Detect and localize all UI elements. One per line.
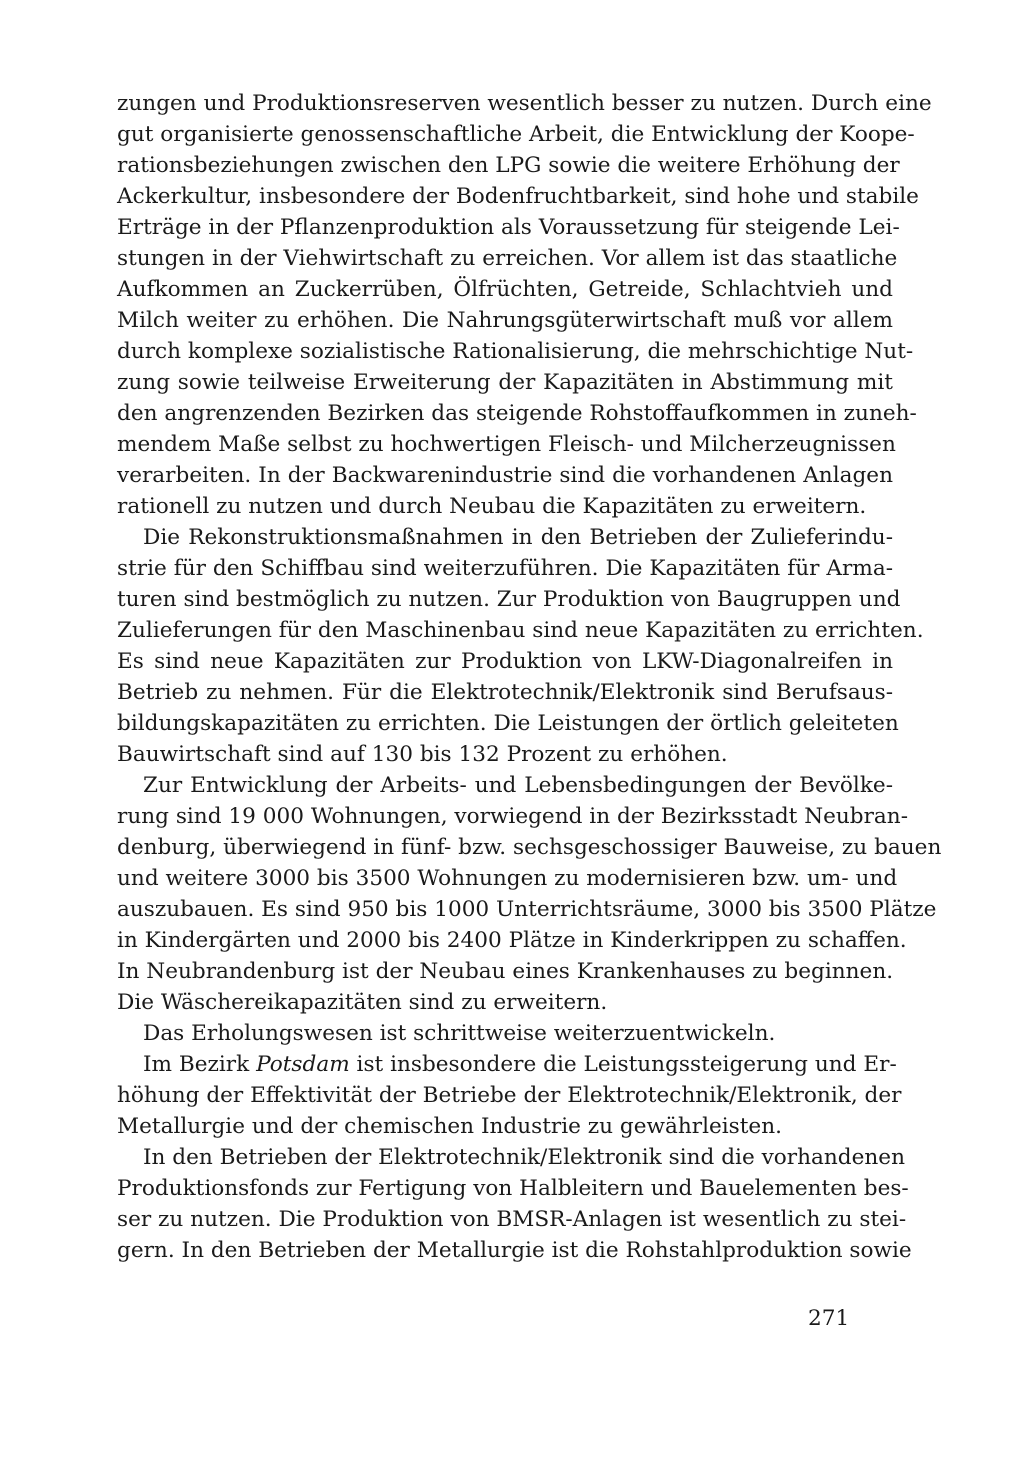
text-line: Metallurgie und der chemischen Industrie zu gewährleisten. <box>117 1114 782 1139</box>
paragraph-4 <box>117 1018 893 1049</box>
text-line: gern. In den Betrieben der Metallurgie ist die Rohstahlproduktion sowie <box>117 1238 912 1263</box>
text-line: strie für den Schiffbau sind weiterzuführen. Die Kapazitäten für Arma- <box>117 556 893 581</box>
paragraph-6 <box>117 1142 912 1266</box>
text-line <box>117 1049 897 1080</box>
paragraph-3 <box>117 770 942 1018</box>
text-line: höhung der Effektivität der Betriebe der Elektrotechnik/Elektronik, der <box>117 1083 902 1108</box>
page-number: 271 <box>808 1306 850 1331</box>
text-line: rationell zu nutzen und durch Neubau die Kapazitäten zu erweitern. <box>117 494 867 519</box>
text-line: Zulieferungen für den Maschinenbau sind neue Kapazitäten zu errichten. <box>117 618 924 643</box>
text-fragment: Im Bezirk <box>143 1052 257 1077</box>
text-line: Aufkommen an Zuckerrüben, Ölfrüchten, Getreide, Schlachtvieh und <box>117 277 893 302</box>
text-line: verarbeiten. In der Backwarenindustrie sind die vorhandenen Anlagen <box>117 463 893 488</box>
text-line: rung sind 19 000 Wohnungen, vorwiegend in der Bezirksstadt Neubran- <box>117 804 908 829</box>
text-line: Produktionsfonds zur Fertigung von Halbleitern und Bauelementen bes- <box>117 1176 909 1201</box>
text-line: den angrenzenden Bezirken das steigende Rohstoffaufkommen in zuneh- <box>117 401 917 426</box>
text-line: In Neubrandenburg ist der Neubau eines Krankenhauses zu beginnen. <box>117 959 894 984</box>
text-line: gut organisierte genossenschaftliche Arbeit, die Entwicklung der Koope- <box>117 122 915 147</box>
text-line: Milch weiter zu erhöhen. Die Nahrungsgüterwirtschaft muß vor allem <box>117 308 893 333</box>
text-line: bildungskapazitäten zu errichten. Die Leistungen der örtlich geleiteten <box>117 711 899 736</box>
text-line: Erträge in der Pflanzenproduktion als Voraussetzung für steigende Lei- <box>117 215 900 240</box>
paragraph-5 <box>117 1049 902 1142</box>
text-line: auszubauen. Es sind 950 bis 1000 Unterrichtsräume, 3000 bis 3500 Plätze <box>117 897 937 922</box>
text-line: stungen in der Viehwirtschaft zu erreichen. Vor allem ist das staatliche <box>117 246 898 271</box>
text-line: zungen und Produktionsreserven wesentlich besser zu nutzen. Durch eine <box>117 91 932 116</box>
text-fragment: ist insbesondere die Leistungssteigerung und Er- <box>349 1052 897 1077</box>
text-line: denburg, überwiegend in fünf- bzw. sechsgeschossiger Bauweise, zu bauen <box>117 835 942 860</box>
emphasis-potsdam: Potsdam <box>256 1052 350 1077</box>
paragraph-1 <box>117 88 932 522</box>
paragraph-2 <box>117 522 924 770</box>
body-text <box>117 88 942 1266</box>
text-line: in Kindergärten und 2000 bis 2400 Plätze in Kinderkrippen zu schaffen. <box>117 928 907 953</box>
text-line: Die Rekonstruktionsmaßnahmen in den Betrieben der Zulieferindu- <box>143 525 893 550</box>
text-line: Zur Entwicklung der Arbeits- und Lebensbedingungen der Bevölke- <box>143 773 893 798</box>
text-line: In den Betrieben der Elektrotechnik/Elektronik sind die vorhandenen <box>143 1145 905 1170</box>
text-line: Ackerkultur, insbesondere der Bodenfruchtbarkeit, sind hohe und stabile <box>117 184 919 209</box>
text-line: Bauwirtschaft sind auf 130 bis 132 Prozent zu erhöhen. <box>117 742 728 767</box>
text-line: ser zu nutzen. Die Produktion von BMSR-Anlagen ist wesentlich zu stei- <box>117 1207 907 1232</box>
text-line: Es sind neue Kapazitäten zur Produktion von LKW-Diagonalreifen in <box>117 649 893 674</box>
text-line: Die Wäschereikapazitäten sind zu erweitern. <box>117 990 608 1015</box>
text-line: zung sowie teilweise Erweiterung der Kapazitäten in Abstimmung mit <box>117 370 893 395</box>
text-line: Betrieb zu nehmen. Für die Elektrotechnik/Elektronik sind Berufsaus- <box>117 680 893 705</box>
text-line: turen sind bestmöglich zu nutzen. Zur Produktion von Baugruppen und <box>117 587 901 612</box>
text-line: und weitere 3000 bis 3500 Wohnungen zu modernisieren bzw. um- und <box>117 866 898 891</box>
text-line: Das Erholungswesen ist schrittweise weiterzuentwickeln. <box>143 1021 776 1046</box>
text-line: mendem Maße selbst zu hochwertigen Fleisch- und Milcherzeugnissen <box>117 432 896 457</box>
text-line: rationsbeziehungen zwischen den LPG sowie die weitere Erhöhung der <box>117 153 900 178</box>
text-line: durch komplexe sozialistische Rationalisierung, die mehrschichtige Nut- <box>117 339 914 364</box>
